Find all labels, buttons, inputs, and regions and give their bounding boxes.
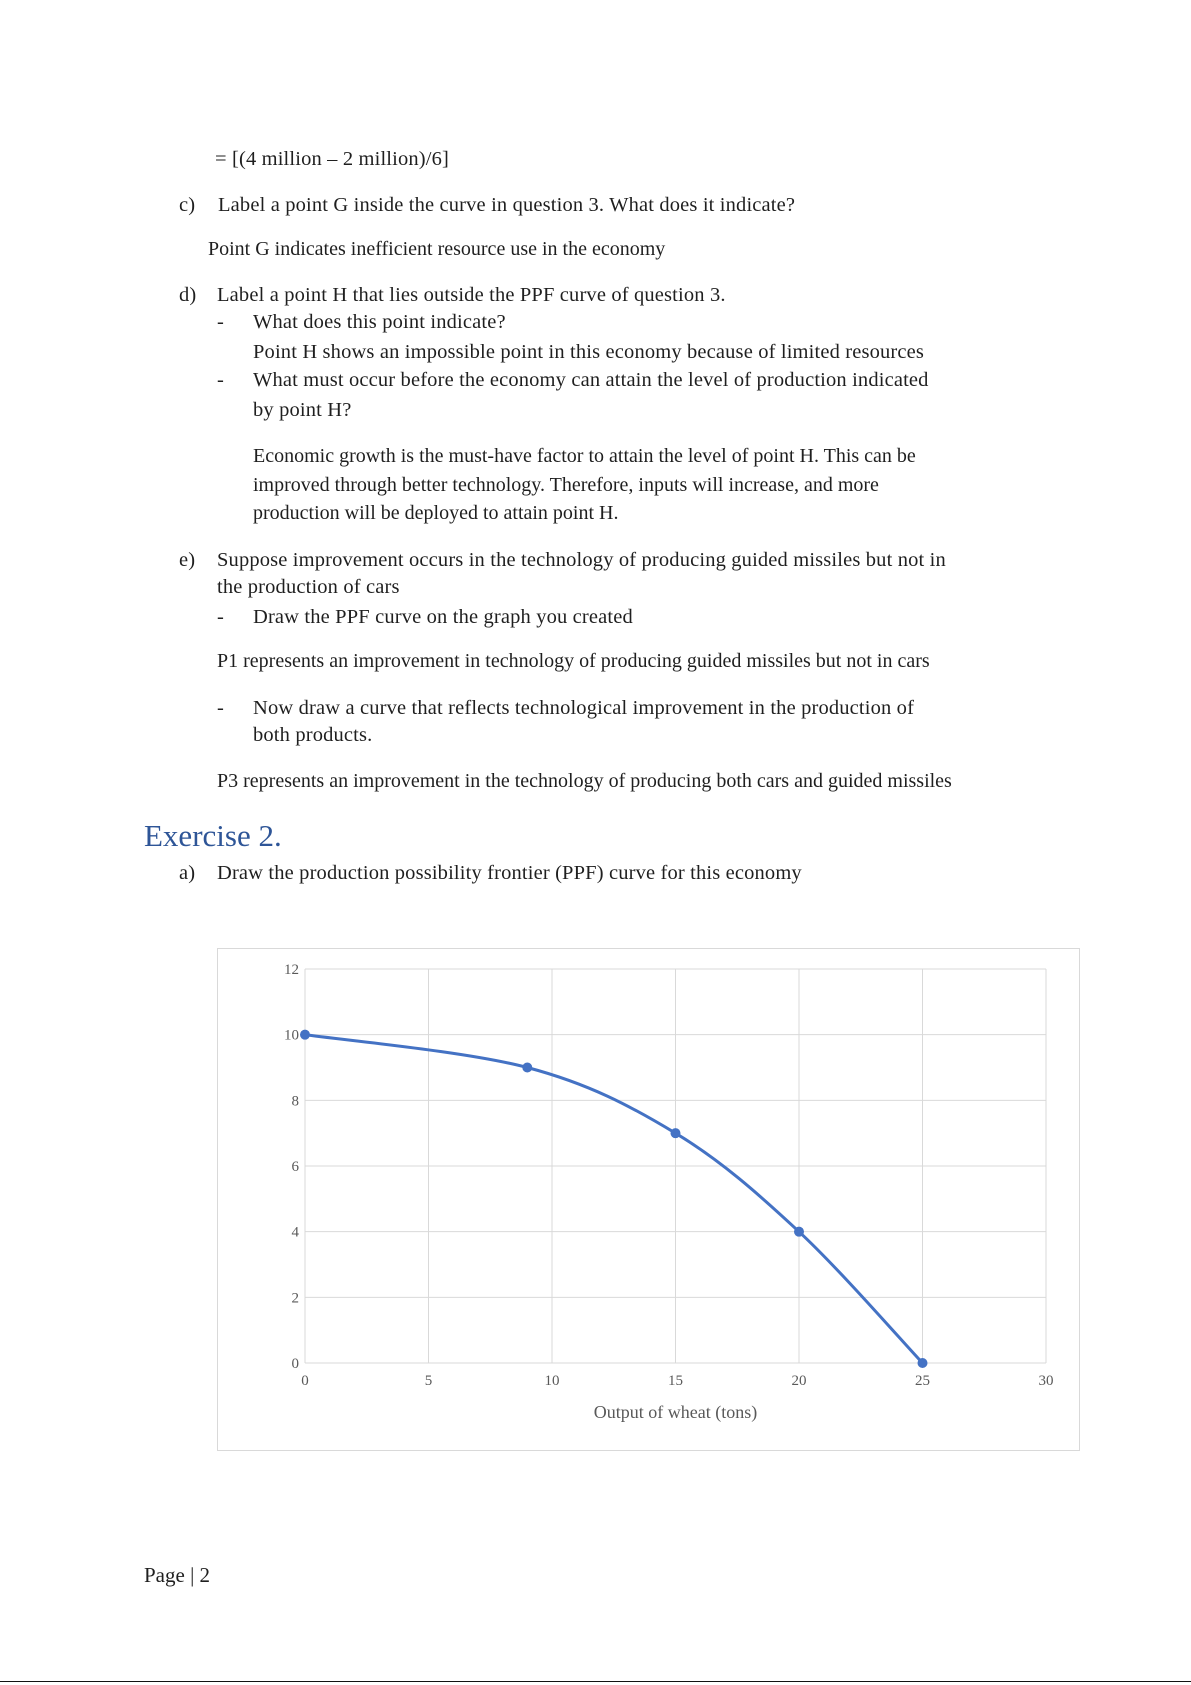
ppf-data-point — [300, 1030, 310, 1040]
item-e-marker: e) — [179, 549, 196, 571]
item-e-answer-1: P1 represents an improvement in technology of producing guided missiles but not in cars — [217, 650, 930, 672]
item-e-question-line-1: Suppose improvement occurs in the technology of producing guided missiles but not in — [217, 549, 946, 571]
item-e-answer-2: P3 represents an improvement in the technology of producing both cars and guided missiles — [217, 770, 952, 792]
x-tick-label: 10 — [544, 1373, 560, 1389]
item-c-question: Label a point G inside the curve in question 3. What does it indicate? — [218, 194, 796, 216]
x-tick-label: 15 — [668, 1373, 683, 1389]
item-e-question-line-2: the production of cars — [217, 576, 400, 598]
y-tick-label: 8 — [291, 1093, 299, 1110]
exercise-2-a-marker: a) — [179, 862, 196, 884]
x-axis-label: Output of wheat (tons) — [593, 1402, 758, 1422]
exercise-2-a-question: Draw the production possibility frontier (PPF) curve for this economy — [217, 862, 802, 884]
footer-divider — [0, 1681, 1191, 1682]
y-tick-label: 12 — [284, 962, 299, 978]
x-tick-label: 0 — [301, 1373, 309, 1389]
item-d-bullet-2-line-2: by point H? — [253, 399, 352, 421]
item-d-bullet-1-answer: Point H shows an impossible point in this economy because of limited resources — [253, 341, 925, 363]
formula-line: = [(4 million – 2 million)/6] — [215, 148, 449, 170]
item-e-dash-1: - — [217, 606, 224, 628]
item-e-bullet-2-line-2: both products. — [253, 724, 373, 746]
item-d-marker: d) — [179, 284, 197, 306]
item-d-question: Label a point H that lies outside the PPF curve of question 3. — [217, 284, 726, 306]
item-d-bullet-1: What does this point indicate? — [253, 311, 506, 333]
item-c-answer: Point G indicates inefficient resource use in the economy — [208, 238, 666, 260]
y-tick-label: 4 — [291, 1224, 299, 1241]
item-d-answer-line-3: production will be deployed to attain point H. — [253, 502, 619, 524]
item-c-marker: c) — [179, 194, 196, 216]
ppf-chart — [217, 948, 1080, 1451]
y-tick-label: 2 — [291, 1290, 299, 1307]
y-tick-label: 6 — [291, 1159, 299, 1175]
item-e-dash-2: - — [217, 697, 224, 719]
ppf-series-line — [305, 1035, 923, 1363]
exercise-2-heading: Exercise 2. — [144, 818, 282, 853]
item-d-answer-line-1: Economic growth is the must-have factor to attain the level of point H. This can be — [253, 445, 916, 467]
item-d-dash-2: - — [217, 369, 224, 391]
item-d-bullet-2-line-1: What must occur before the economy can attain the level of production indicated — [253, 369, 929, 391]
item-d-dash-1: - — [217, 311, 224, 333]
y-tick-label: 10 — [284, 1027, 299, 1044]
item-e-bullet-1: Draw the PPF curve on the graph you created — [253, 606, 633, 628]
ppf-data-point — [918, 1358, 928, 1368]
item-d-answer-line-2: improved through better technology. Therefore, inputs will increase, and more — [253, 474, 879, 496]
x-tick-label: 20 — [791, 1373, 807, 1389]
x-tick-label: 30 — [1038, 1373, 1054, 1389]
y-tick-label: 0 — [291, 1356, 299, 1372]
ppf-data-point — [794, 1227, 804, 1237]
ppf-data-point — [522, 1063, 532, 1073]
ppf-chart-svg — [218, 949, 1081, 1452]
page-footer: Page | 2 — [144, 1563, 211, 1587]
ppf-data-point — [671, 1128, 681, 1138]
item-e-bullet-2-line-1: Now draw a curve that reflects technological improvement in the production of — [253, 697, 915, 719]
x-tick-label: 25 — [915, 1373, 930, 1389]
x-tick-label: 5 — [424, 1373, 433, 1389]
